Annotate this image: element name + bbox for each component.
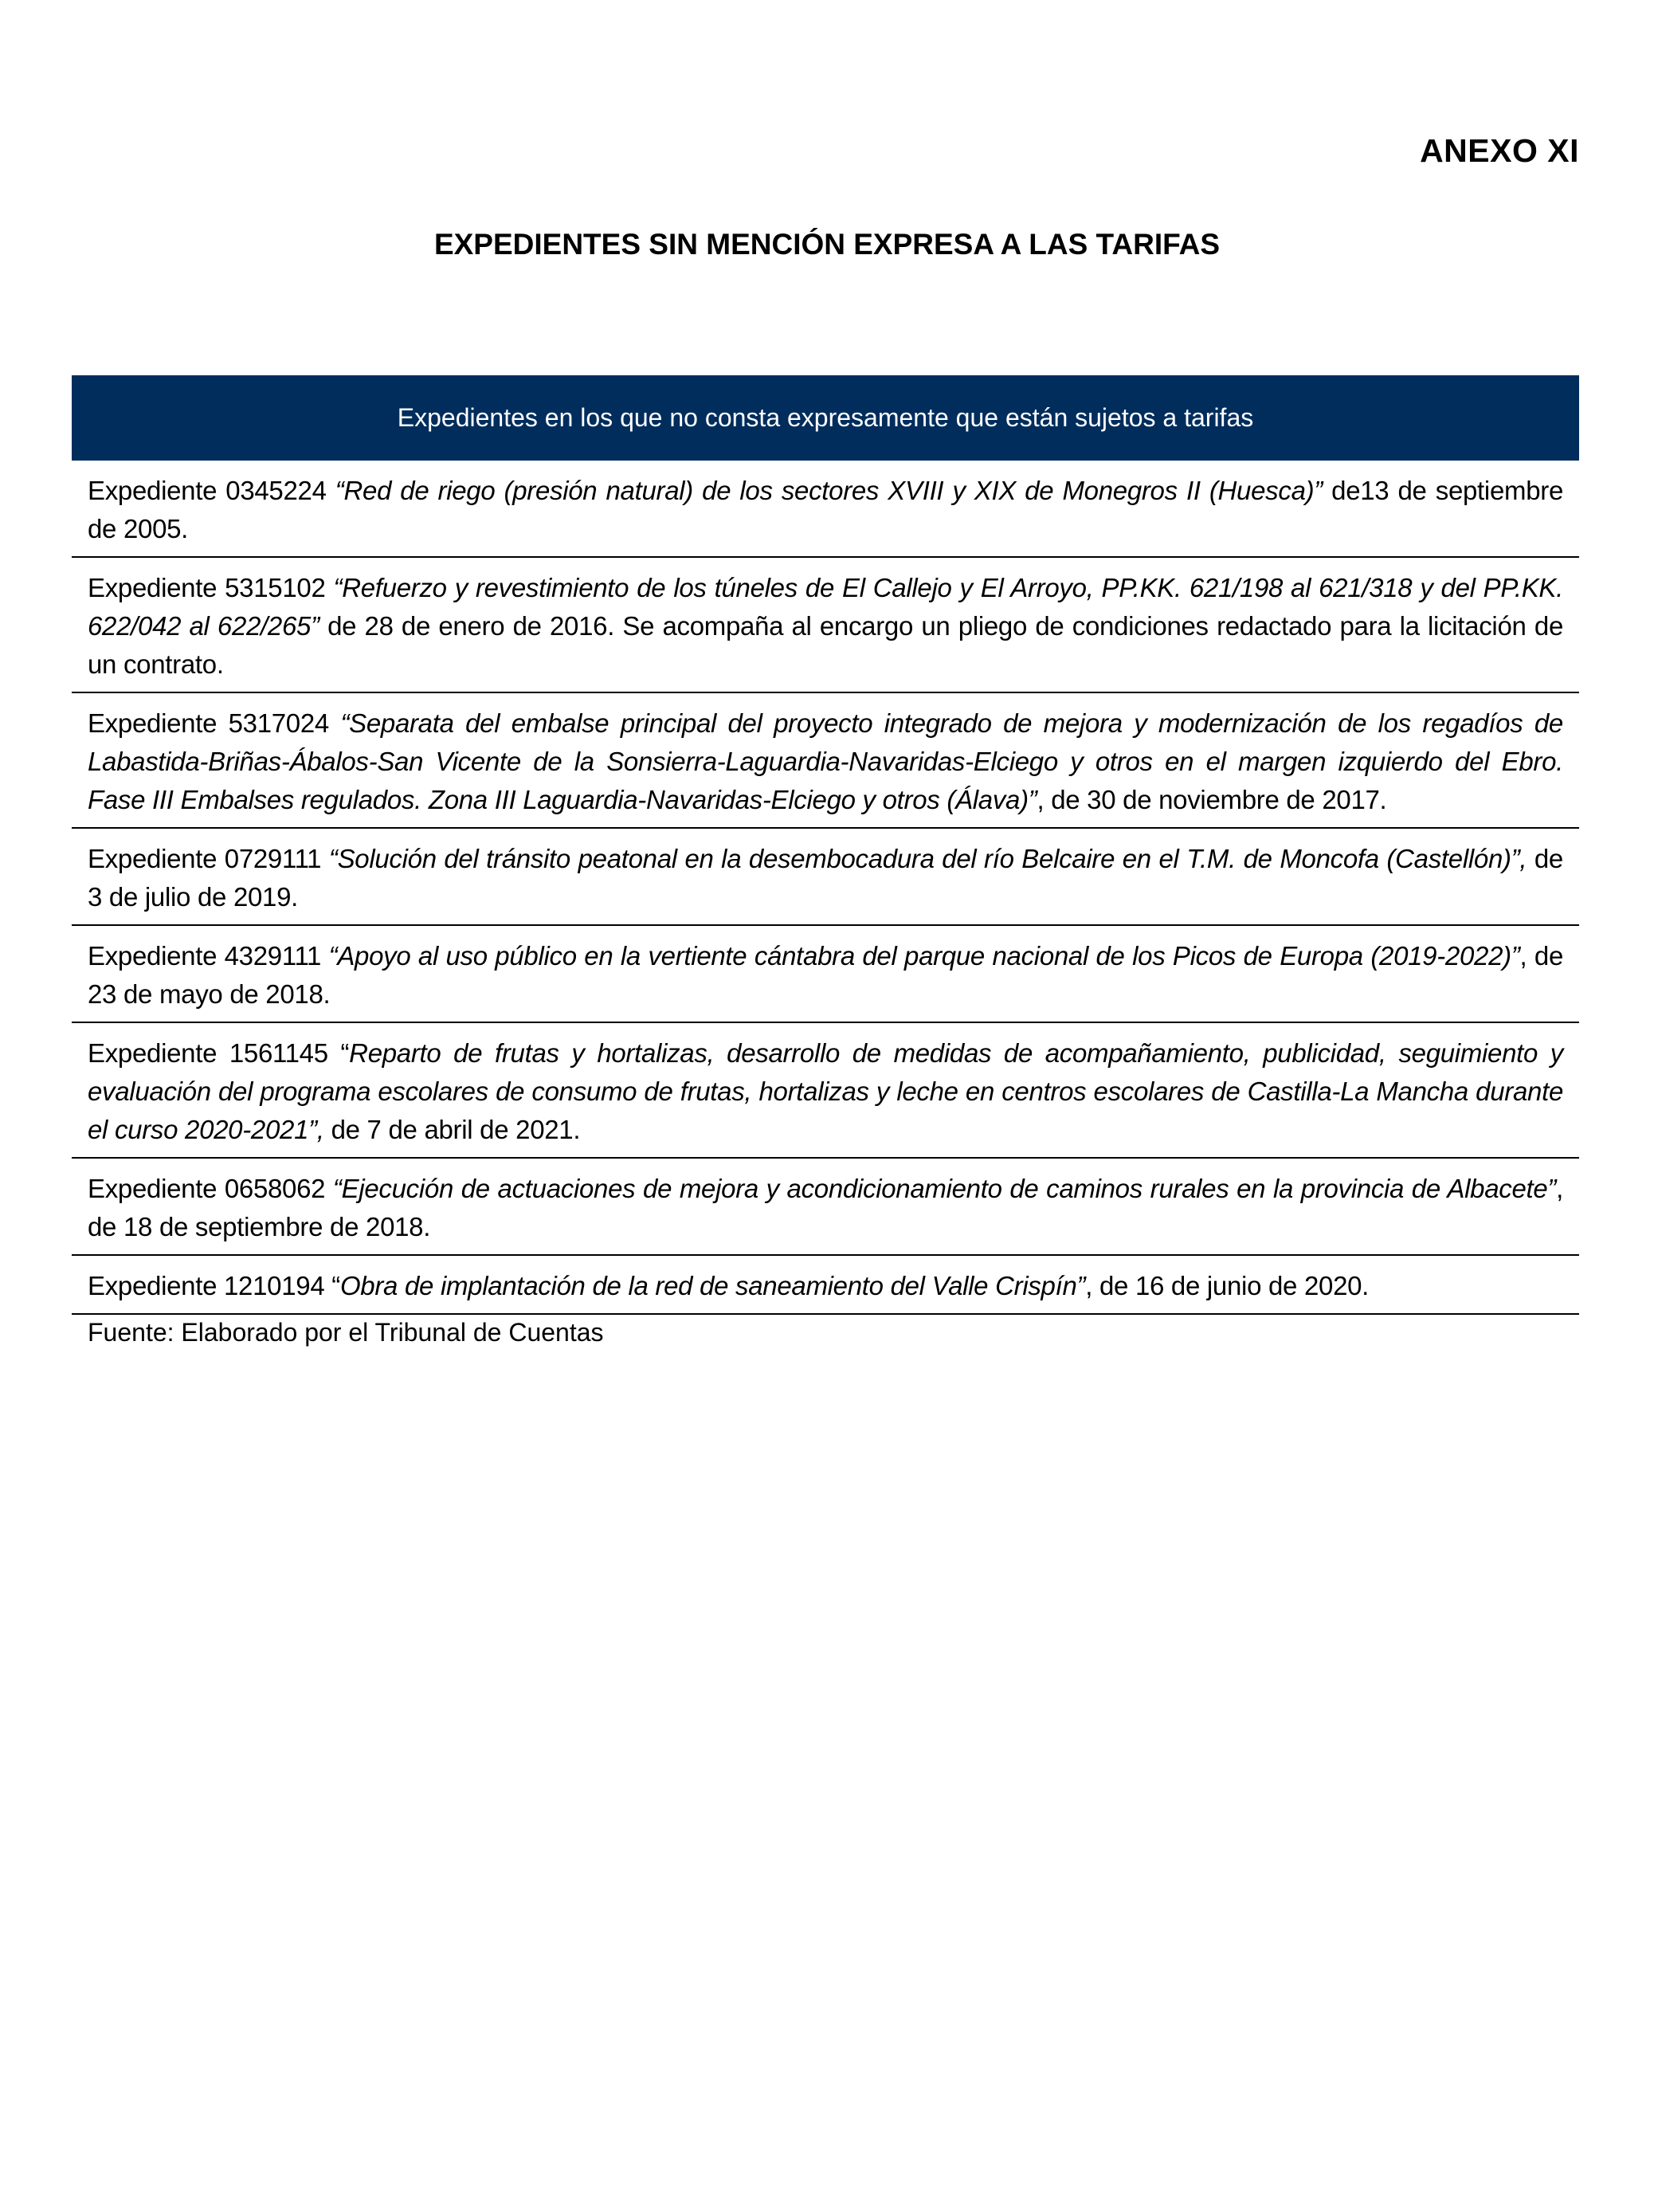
row-prefix: Expediente 0658062 bbox=[88, 1174, 333, 1203]
page-title: EXPEDIENTES SIN MENCIÓN EXPRESA A LAS TARIFAS bbox=[433, 228, 1221, 261]
table-row bbox=[72, 829, 1579, 926]
row-prefix: Expediente 1210194 “ bbox=[88, 1271, 340, 1300]
annex-label: ANEXO XI bbox=[1420, 132, 1579, 169]
row-title: “Apoyo al uso público en la vertiente cántabra del parque nacional de los Picos de Europa (2019-2022)” bbox=[328, 941, 1520, 971]
row-prefix: Expediente 1561145 “ bbox=[88, 1038, 350, 1068]
table-row bbox=[72, 558, 1579, 693]
row-title: Reparto de frutas y hortalizas, desarrollo de medidas de acompañamiento, publicidad, seguimiento y evaluación del programa escolares de consumo de frutas, hortalizas y leche en centros escolares de Castilla-La Mancha durante el curso 2020-2021”, bbox=[88, 1038, 1563, 1144]
row-title: “Refuerzo y revestimiento de los túneles de El Callejo y El Arroyo, PP.KK. 621/198 al 621/318 y del PP.KK. 622/042 al 622/265” bbox=[88, 573, 1563, 641]
expedientes-table bbox=[72, 375, 1579, 1347]
row-title: “Solución del tránsito peatonal en la desembocadura del río Belcaire en el T.M. de Moncofa (Castellón)”, bbox=[328, 844, 1527, 873]
row-suffix: de 7 de abril de 2021. bbox=[323, 1115, 581, 1144]
row-prefix: Expediente 0345224 bbox=[88, 476, 335, 505]
table-row bbox=[72, 461, 1579, 558]
row-title: “Ejecución de actuaciones de mejora y acondicionamiento de caminos rurales en la provincia de Albacete” bbox=[332, 1174, 1557, 1203]
row-title: Obra de implantación de la red de saneamiento del Valle Crispín” bbox=[339, 1271, 1086, 1300]
row-suffix: de13 de septiembre de 2005. bbox=[88, 476, 1563, 543]
row-suffix: , de 23 de mayo de 2018. bbox=[88, 941, 1564, 1009]
table-row bbox=[72, 1159, 1579, 1256]
table-row bbox=[72, 1023, 1579, 1159]
row-title: “Red de riego (presión natural) de los sectores XVIII y XIX de Monegros II (Huesca)” bbox=[335, 476, 1323, 505]
table-source-note: Fuente: Elaborado por el Tribunal de Cuentas bbox=[88, 1318, 604, 1347]
table-header: Expedientes en los que no consta expresamente que están sujetos a tarifas bbox=[72, 375, 1579, 461]
row-suffix: , de 18 de septiembre de 2018. bbox=[88, 1174, 1563, 1241]
row-suffix: , de 30 de noviembre de 2017. bbox=[1037, 785, 1387, 814]
table-row bbox=[72, 693, 1579, 829]
row-prefix: Expediente 5315102 bbox=[88, 573, 334, 602]
table-row bbox=[72, 926, 1579, 1023]
row-prefix: Expediente 5317024 bbox=[88, 708, 341, 738]
row-suffix: de 28 de enero de 2016. Se acompaña al encargo un pliego de condiciones redactado para la licitación de un contrato. bbox=[88, 611, 1563, 679]
row-prefix: Expediente 4329111 bbox=[88, 941, 329, 971]
table-row bbox=[72, 1256, 1579, 1315]
row-prefix: Expediente 0729111 bbox=[88, 844, 329, 873]
row-suffix: de 3 de julio de 2019. bbox=[88, 844, 1563, 912]
row-suffix: , de 16 de junio de 2020. bbox=[1085, 1271, 1370, 1300]
row-title: “Separata del embalse principal del proyecto integrado de mejora y modernización de los regadíos de Labastida-Briñas-Ábalos-San Vicente de la Sonsierra-Laguardia-Navaridas-Elciego y otros en el margen izquierdo del Ebro. Fase III Embalses regulados. Zona III Laguardia-Navaridas-Elciego y otros (Álava)” bbox=[88, 708, 1563, 814]
